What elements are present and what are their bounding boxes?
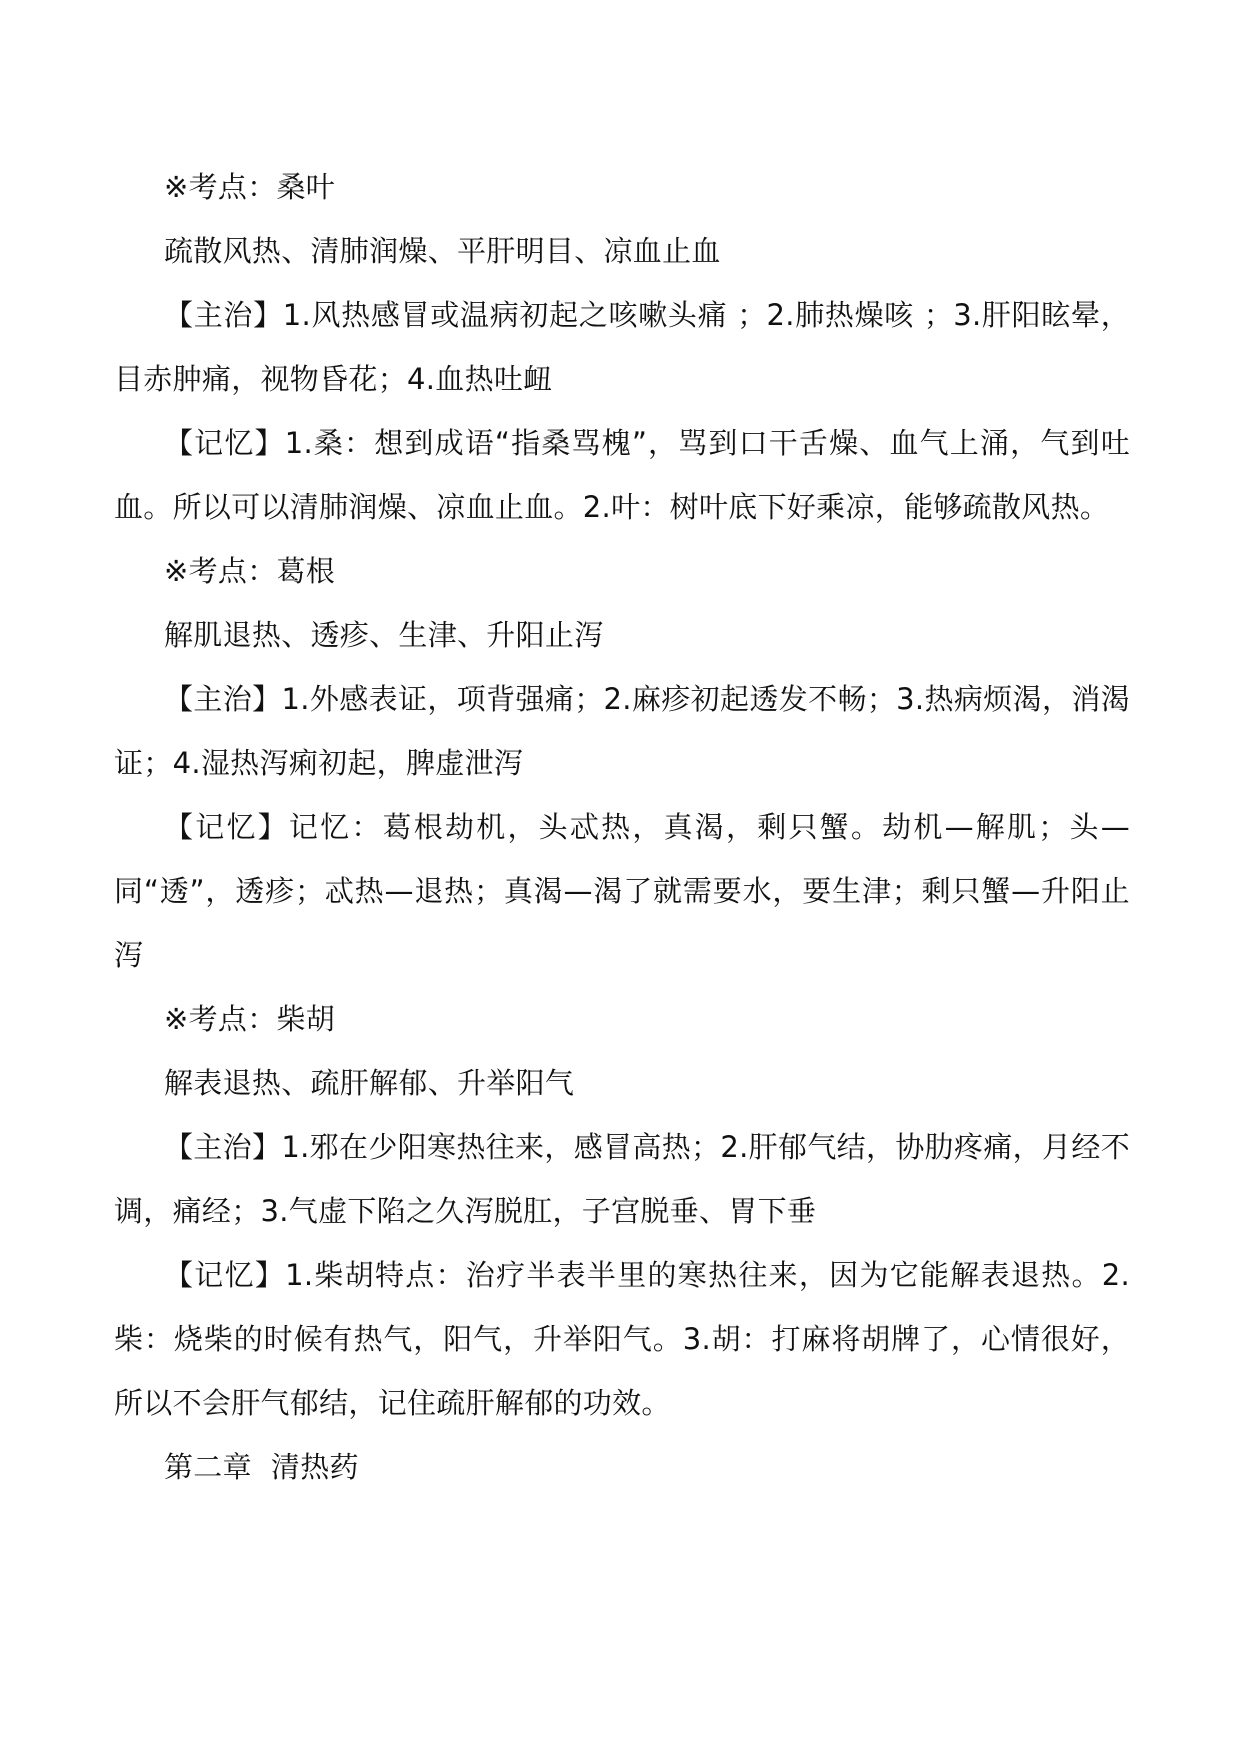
indications-gegen: 【主治】1.外感表证，项背强痛；2.麻疹初起透发不畅；3.热病烦渴，消渴证；4.湿热泻痢初起，脾虚泄泻 xyxy=(114,682,1130,780)
document-body xyxy=(114,155,1130,1499)
efficacy-chaihu: 解表退热、疏肝解郁、升举阳气 xyxy=(164,1066,575,1100)
heading-exam-point-chaihu: ※考点：柴胡 xyxy=(164,1002,336,1036)
memory-tip-chaihu: 【记忆】1.柴胡特点：治疗半表半里的寒热往来，因为它能解表退热。2.柴：烧柴的时候有热气，阳气，升举阳气。3.胡：打麻将胡牌了，心情很好，所以不会肝气郁结，记住疏肝解郁的功效。 xyxy=(114,1258,1130,1420)
indications-sangye: 【主治】1.风热感冒或温病初起之咳嗽头痛 ；2.肺热燥咳 ；3.肝阳眩晕，目赤肿痛，视物昏花；4.血热吐衄 xyxy=(114,298,1130,396)
indications-chaihu: 【主治】1.邪在少阳寒热往来，感冒高热；2.肝郁气结，协肋疼痛，月经不调，痛经；3.气虚下陷之久泻脱肛，子宫脱垂、胃下垂 xyxy=(114,1130,1130,1228)
memory-tip-gegen: 【记忆】记忆：葛根劫机，头忒热，真渴，剩只蟹。劫机—解肌；头—同“透”，透疹；忒热—退热；真渴—渴了就需要水，要生津；剩只蟹—升阳止泻 xyxy=(114,810,1130,972)
heading-exam-point-sangye: ※考点：桑叶 xyxy=(164,170,336,204)
efficacy-gegen: 解肌退热、透疹、生津、升阳止泻 xyxy=(164,618,604,652)
chapter-heading: 第二章 清热药 xyxy=(164,1450,359,1484)
efficacy-sangye: 疏散风热、清肺润燥、平肝明目、凉血止血 xyxy=(164,234,721,268)
memory-tip-sangye: 【记忆】1.桑：想到成语“指桑骂槐”，骂到口干舌燥、血气上涌，气到吐血。所以可以清肺润燥、凉血止血。2.叶：树叶底下好乘凉，能够疏散风热。 xyxy=(114,426,1130,524)
heading-exam-point-gegen: ※考点：葛根 xyxy=(164,554,336,588)
